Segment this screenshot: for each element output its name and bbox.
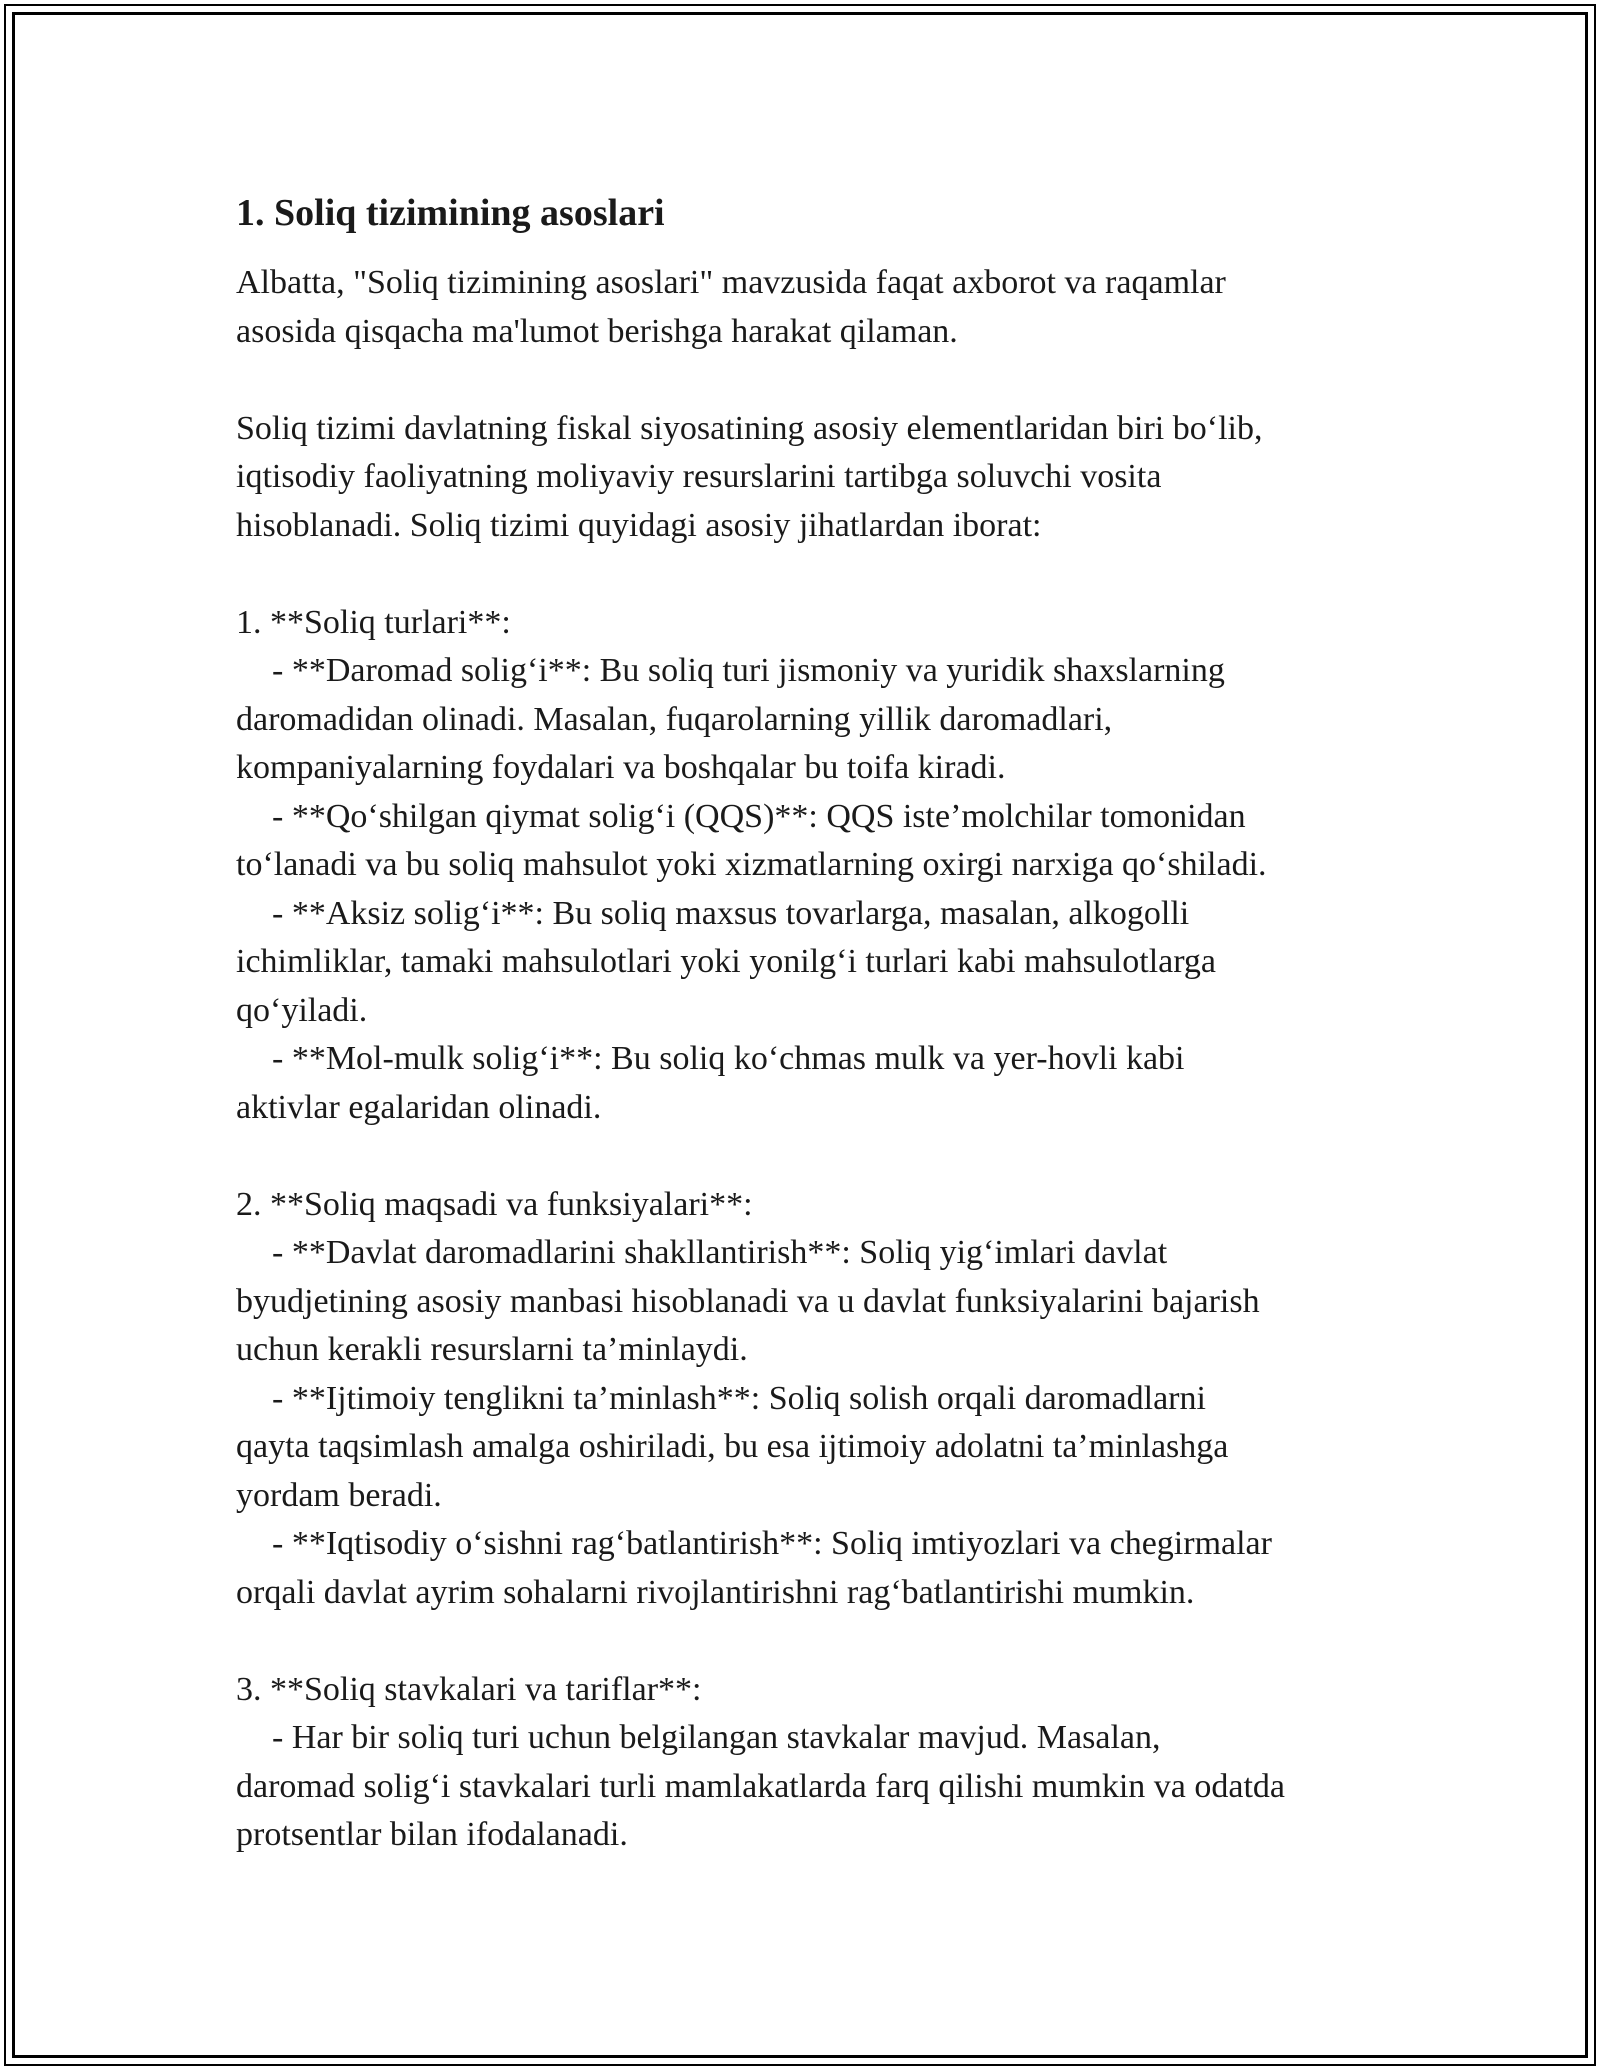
list-item-line: orqali davlat ayrim sohalarni rivojlantirishni rag‘batlantirishi mumkin. — [236, 1573, 1195, 1611]
intro-paragraph — [236, 259, 1396, 356]
overview-line: Soliq tizimi davlatning fiskal siyosatining asosiy elementlaridan biri bo‘lib, — [236, 409, 1263, 447]
document-title: 1. Soliq tizimining asoslari — [236, 192, 665, 234]
list-item-line: daromadidan olinadi. Masalan, fuqarolarning yillik daromadlari, — [236, 700, 1113, 738]
paragraph-gap — [236, 1132, 1396, 1181]
overview-paragraph — [236, 405, 1396, 551]
paragraph-gap — [236, 1617, 1396, 1666]
list-item-line: kompaniyalarning foydalari va boshqalar bu toifa kiradi. — [236, 749, 1006, 786]
list-item-line: to‘lanadi va bu soliq mahsulot yoki xizmatlarning oxirgi narxiga qo‘shiladi. — [236, 846, 1267, 883]
list-item — [236, 647, 1396, 793]
document-body — [236, 188, 1396, 1860]
list-item-line: protsentlar bilan ifodalanadi. — [236, 1816, 628, 1853]
list-item-line: qo‘yiladi. — [236, 991, 368, 1029]
list-item-first-line: - **Daromad solig‘i**: Bu soliq turi jismoniy va yuridik shaxslarning — [272, 652, 1225, 689]
list-item-first-line: - Har bir soliq turi uchun belgilangan stavkalar mavjud. Masalan, — [272, 1719, 1161, 1756]
list-item-first-line: - **Mol-mulk solig‘i**: Bu soliq ko‘chmas mulk va yer-hovli kabi — [272, 1040, 1185, 1077]
list-item — [236, 793, 1396, 890]
list-item-first-line: - **Davlat daromadlarini shakllantirish**: Soliq yig‘imlari davlat — [272, 1234, 1168, 1271]
intro-line: Albatta, "Soliq tizimining asoslari" mavzusida faqat axborot va raqamlar — [236, 264, 1226, 301]
paragraph-gap — [236, 356, 1396, 405]
list-item-first-line: - **Ijtimoiy tenglikni ta’minlash**: Soliq solish orqali daromadlarni — [272, 1379, 1206, 1417]
intro-line: asosida qisqacha ma'lumot berishga harakat qilaman. — [236, 312, 958, 350]
list-item — [236, 1375, 1396, 1521]
section-tax-rates — [236, 1666, 1396, 1860]
list-item-line: yordam beradi. — [236, 1476, 442, 1514]
list-item — [236, 1035, 1396, 1132]
overview-line: hisoblanadi. Soliq tizimi quyidagi asosiy jihatlardan iborat: — [236, 506, 1042, 544]
list-item-line: uchun kerakli resurslarni ta’minlaydi. — [236, 1331, 748, 1368]
list-item-first-line: - **Aksiz solig‘i**: Bu soliq maxsus tovarlarga, masalan, alkogolli — [272, 894, 1190, 932]
list-item-line: aktivlar egalaridan olinadi. — [236, 1088, 602, 1126]
paragraph-gap — [236, 550, 1396, 599]
overview-line: iqtisodiy faoliyatning moliyaviy resurslarini tartibga soluvchi vosita — [236, 458, 1162, 495]
list-item-line: ichimliklar, tamaki mahsulotlari yoki yonilg‘i turlari kabi mahsulotlarga — [236, 943, 1217, 980]
list-item-line: byudjetining asosiy manbasi hisoblanadi va u davlat funksiyalarini bajarish — [236, 1282, 1260, 1320]
list-item-first-line: - **Qo‘shilgan qiymat solig‘i (QQS)**: QQS iste’molchilar tomonidan — [272, 797, 1246, 835]
list-item-line: qayta taqsimlash amalga oshiriladi, bu esa ijtimoiy adolatni ta’minlashga — [236, 1428, 1229, 1465]
section-heading: 2. **Soliq maqsadi va funksiyalari**: — [236, 1185, 753, 1223]
list-item-first-line: - **Iqtisodiy o‘sishni rag‘batlantirish**: Soliq imtiyozlari va chegirmalar — [272, 1525, 1272, 1562]
section-heading: 3. **Soliq stavkalari va tariflar**: — [236, 1670, 702, 1708]
list-item — [236, 1229, 1396, 1375]
list-item-line: daromad solig‘i stavkalari turli mamlakatlarda farq qilishi mumkin va odatda — [236, 1767, 1285, 1805]
section-tax-purposes — [236, 1181, 1396, 1618]
section-tax-types — [236, 599, 1396, 1133]
list-item — [236, 1520, 1396, 1617]
list-item — [236, 890, 1396, 1036]
list-item — [236, 1714, 1396, 1860]
section-heading: 1. **Soliq turlari**: — [236, 603, 511, 641]
